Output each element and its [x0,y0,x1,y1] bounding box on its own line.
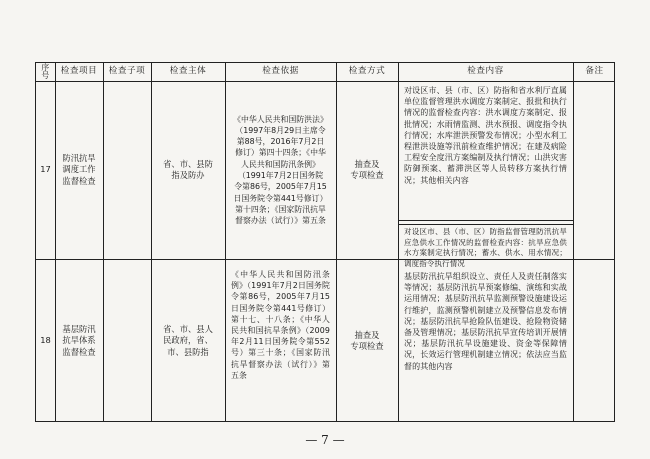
header-basis: 检查依据 [262,66,299,77]
row-17-subject: 省、市、县防 指及防办 [163,158,213,180]
row-17-basis: 《中华人民共和国防洪法》 （1997年8月29日主席令 第88号，2016年7月2日 修订）第四十四条；《中华 人民共和国防汛条例》 （1991年7月2日国务院 令第86号，2005年7月15 日国务院令第441号修订） 第十四条；《国家防汛抗旱 督察办法（试行）》第五条 [233,114,328,226]
header-subject: 检查主体 [169,66,207,77]
row-18-no: 18 [40,335,51,346]
header-remark: 备注 [585,66,604,77]
row-18-subject: 省、市、县人 民政府，省、 市、县防指 [163,323,213,357]
header-item: 检查项目 [60,66,98,77]
row-18-method: 抽查及 专项检查 [350,329,384,351]
row-17-remark [573,81,616,259]
grid-line [398,224,573,225]
row-17-subitem [103,81,151,259]
header-no: 序 号 [41,62,50,80]
row-18-content: 基层防汛抗旱组织设立、责任人及责任制落实等情况；基层防汛抗旱预案修编、演练和实战运用情况；基层防汛抗旱监测预警设施建设运行维护，监测预警机制建立及预警信息发布情况；基层防汛抗旱抢险队伍建设、抢险物资储备及管理情况；基层防汛抗旱宣传培训开展情况；基层防汛抗旱设施建设、资金等保障情况，长效运行管理机制建立情况；依法应当监督的其他内容 [404,272,567,371]
row-17-no: 17 [40,164,51,175]
row-18-item: 基层防汛 抗旱体系 监督检查 [62,323,96,357]
row-17-content-drought: 对设区市、县（市、区）防指监督管理防汛抗旱应急供水工作情况的监督检查内容：抗旱应急供水方案制定执行情况；蓄水、供水、用水情况；调度指令执行情况 [404,227,567,268]
row-18-basis: 《中华人民共和国防汛条例》（1991年7月2日国务院令第86号，2005年7月15日国务院令第441号修订）第十七、十八条；《中华人民共和国抗旱条例》（2009年2月11日国务院令第552号）第三十条；《国家防汛抗旱督察办法（试行）》第五条 [231,270,330,380]
row-18-remark [573,259,616,423]
row-17-content-flood: 对设区市、县（市、区）防指和省水利厅直属单位监督管理洪水调度方案制定、报批和执行情况的监督检查内容：洪水调度方案制定、报批情况；水雨情监测、洪水预报、调度指令执行情况；水库泄洪预警发布情况；小型水利工程泄洪设施等汛前检查维护情况；在建及病险工程安全度汛方案编制及执行情况；山洪灾害防御预案、蓄滞洪区等人员转移方案执行情况；其他相关内容 [404,86,567,185]
header-method: 检查方式 [348,66,386,77]
row-17-item: 防汛抗旱 调度工作 监督检查 [62,152,96,186]
row-18-subitem [103,259,151,423]
inspection-table [35,62,615,422]
page-number: — 7 — [305,433,345,447]
header-content: 检查内容 [467,66,504,77]
header-subitem: 检查子项 [108,66,146,77]
grid-line [398,220,573,221]
row-17-method: 抽查及 专项检查 [350,158,384,180]
